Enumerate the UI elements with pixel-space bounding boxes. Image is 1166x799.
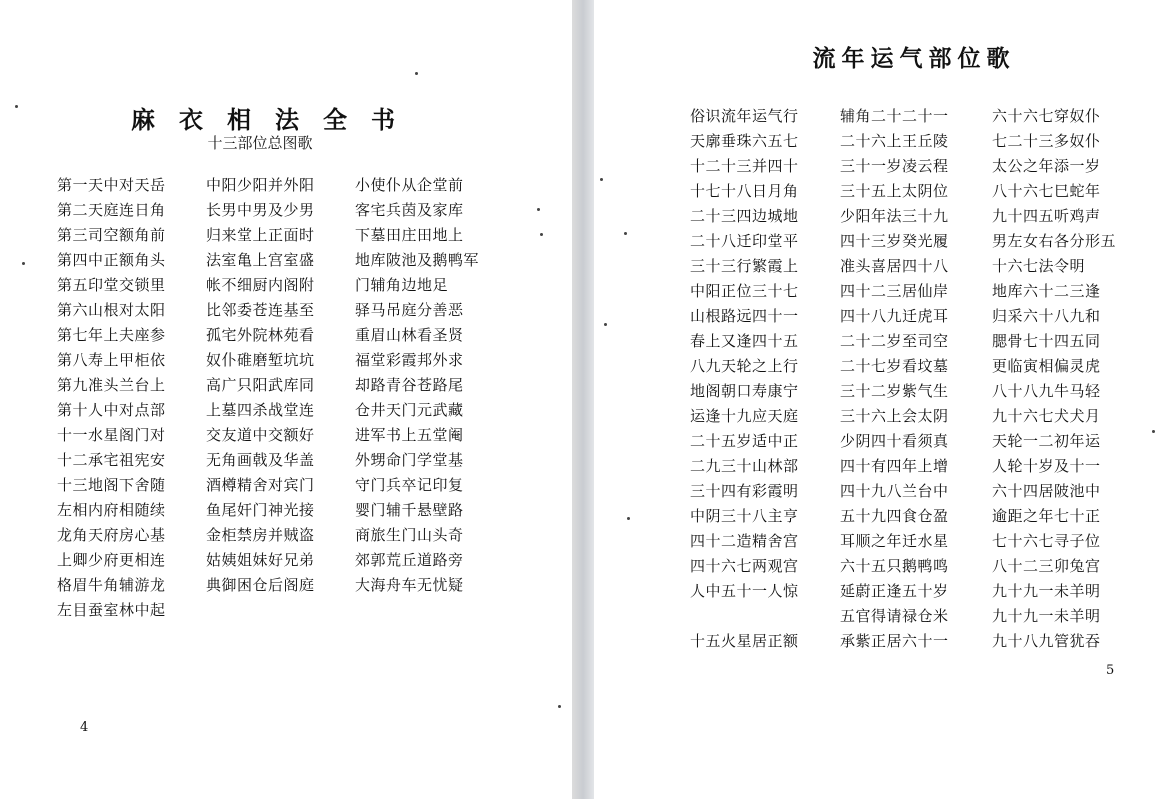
verse-line: 格眉牛角辅游龙 xyxy=(57,576,166,594)
verse-line: 第五印堂交锁里 xyxy=(57,276,166,294)
verse-line: 七十六七寻子位 xyxy=(992,532,1101,550)
verse-line: 九十八九管犹吞 xyxy=(992,632,1101,650)
verse-line: 中阴三十八主亨 xyxy=(690,507,799,525)
verse-line: 第二天庭连日角 xyxy=(57,201,166,219)
verse-line: 十二十三并四十 xyxy=(690,157,799,175)
verse-line: 三十二岁紫气生 xyxy=(840,382,949,400)
section-subtitle: 十三部位总图歌 xyxy=(207,134,313,152)
verse-line: 交友道中交额好 xyxy=(206,426,315,444)
verse-line: 无角画戟及华盖 xyxy=(206,451,315,469)
scan-speck xyxy=(600,178,603,181)
verse-line: 中阳正位三十七 xyxy=(690,282,799,300)
verse-line: 二十二岁至司空 xyxy=(840,332,949,350)
scan-speck xyxy=(604,323,607,326)
verse-line: 孤宅外院林苑看 xyxy=(206,326,315,344)
verse-line: 六十五只鹅鸭鸣 xyxy=(840,557,949,575)
scan-speck xyxy=(540,233,543,236)
verse-line: 辅角二十二十一 xyxy=(840,107,949,125)
verse-column-1 xyxy=(690,104,799,654)
verse-line: 十二承宅祖宪安 xyxy=(57,451,166,469)
verse-line: 十三地阁下舍随 xyxy=(57,476,166,494)
book-gutter xyxy=(572,0,594,799)
verse-line: 比邻委苍连基至 xyxy=(206,301,315,319)
verse-line: 三十五上太阴位 xyxy=(840,182,949,200)
verse-line: 典御困仓后阁庭 xyxy=(206,576,315,594)
verse-line: 归来堂上正面时 xyxy=(206,226,315,244)
verse-line: 第十人中对点部 xyxy=(57,401,166,419)
verse-line: 姑姨姐妹好兄弟 xyxy=(206,551,315,569)
page-title: 流年运气部位歌 xyxy=(812,45,1016,72)
verse-line: 六十六七穿奴仆 xyxy=(992,107,1101,125)
verse-line: 大海舟车无忧疑 xyxy=(355,576,464,594)
verse-line: 帐不细厨内阁附 xyxy=(206,276,315,294)
verse-line: 驿马吊庭分善恶 xyxy=(355,301,464,319)
verse-line: 十七十八日月角 xyxy=(690,182,799,200)
verse-line: 春上又逢四十五 xyxy=(690,332,799,350)
verse-line: 上墓四杀战堂连 xyxy=(206,401,315,419)
verse-line: 婴门辅千悬壁路 xyxy=(355,501,464,519)
verse-line: 地库六十二三逢 xyxy=(992,282,1101,300)
scan-speck xyxy=(627,517,630,520)
verse-line: 四十二造精舍宫 xyxy=(690,532,799,550)
verse-line: 人中五十一人惊 xyxy=(690,582,799,600)
verse-line: 十一水星阁门对 xyxy=(57,426,166,444)
verse-line: 二十六上王丘陵 xyxy=(840,132,949,150)
verse-line: 逾距之年七十正 xyxy=(992,507,1101,525)
verse-line: 进军书上五堂阉 xyxy=(355,426,464,444)
scan-speck xyxy=(558,705,561,708)
verse-line: 下墓田庄田地上 xyxy=(355,226,464,244)
verse-line: 金柜禁房并贼盗 xyxy=(206,526,315,544)
verse-line: 五官得请禄仓米 xyxy=(840,607,949,625)
book-title: 麻衣相法全书 xyxy=(131,105,419,134)
verse-line: 腮骨七十四五同 xyxy=(992,332,1101,350)
verse-line: 左相内府相随续 xyxy=(57,501,166,519)
verse-line: 山根路远四十一 xyxy=(690,307,799,325)
verse-line: 守门兵卒记印复 xyxy=(355,476,464,494)
verse-column-1 xyxy=(57,173,166,623)
verse-line: 少阴四十看须真 xyxy=(840,432,949,450)
verse-line: 二十八迁印堂平 xyxy=(690,232,799,250)
verse-line: 第三司空额角前 xyxy=(57,226,166,244)
verse-line: 四十二三居仙岸 xyxy=(840,282,949,300)
verse-line: 地库陂池及鹅鸭军 xyxy=(355,251,480,269)
verse-line: 第六山根对太阳 xyxy=(57,301,166,319)
page-number-right: 5 xyxy=(1106,663,1115,678)
verse-line: 五十九四食仓盈 xyxy=(840,507,949,525)
left-page xyxy=(0,0,572,799)
verse-line: 天轮一二初年运 xyxy=(992,432,1101,450)
verse-line: 左目蚕室林中起 xyxy=(57,601,166,619)
verse-line: 酒樽精舍对宾门 xyxy=(206,476,315,494)
verse-line: 少阳年法三十九 xyxy=(840,207,949,225)
verse-line: 鱼尾奸门神光接 xyxy=(206,501,315,519)
verse-line: 商旅生门山头奇 xyxy=(355,526,464,544)
verse-line: 外甥命门学堂基 xyxy=(355,451,464,469)
verse-line: 四十有四年上增 xyxy=(840,457,949,475)
verse-line: 四十九八兰台中 xyxy=(840,482,949,500)
verse-column-2 xyxy=(840,104,949,654)
verse-line: 三十三行繁霞上 xyxy=(690,257,799,275)
verse-line: 仓井天门元武藏 xyxy=(355,401,464,419)
verse-line: 第四中正额角头 xyxy=(57,251,166,269)
verse-line: 九十九一未羊明 xyxy=(992,582,1101,600)
verse-line: 耳顺之年迁水星 xyxy=(840,532,949,550)
verse-line: 承紫正居六十一 xyxy=(840,632,949,650)
verse-line: 运逢十九应天庭 xyxy=(690,407,799,425)
verse-line: 太公之年添一岁 xyxy=(992,157,1101,175)
verse-line: 奴仆碓磨堑坑坑 xyxy=(206,351,315,369)
verse-line: 门辅角边地足 xyxy=(355,276,449,294)
verse-line: 长男中男及少男 xyxy=(206,201,315,219)
scan-speck xyxy=(415,72,418,75)
verse-line: 第一天中对天岳 xyxy=(57,176,166,194)
verse-line: 地阁朝口寿康宁 xyxy=(690,382,799,400)
verse-line: 重眉山林看圣贤 xyxy=(355,326,464,344)
scan-speck xyxy=(537,208,540,211)
page-number-left: 4 xyxy=(80,720,89,735)
verse-line: 第九准头兰台上 xyxy=(57,376,166,394)
verse-line: 延蔚正逢五十岁 xyxy=(840,582,949,600)
verse-line: 龙角天府房心基 xyxy=(57,526,166,544)
scan-speck xyxy=(22,262,25,265)
scan-speck xyxy=(15,105,18,108)
verse-line: 法室亀上宫室盛 xyxy=(206,251,315,269)
verse-line: 归采六十八九和 xyxy=(992,307,1101,325)
verse-line: 更临寅相偏灵虎 xyxy=(992,357,1101,375)
verse-line: 八九天轮之上行 xyxy=(690,357,799,375)
verse-line: 福堂彩霞邦外求 xyxy=(355,351,464,369)
verse-column-3 xyxy=(355,173,479,598)
scan-speck xyxy=(1152,430,1155,433)
verse-line: 八十六七巳蛇年 xyxy=(992,182,1101,200)
verse-line: 天廓垂珠六五七 xyxy=(690,132,799,150)
verse-line: 二十七岁看坟墓 xyxy=(840,357,949,375)
verse-line: 八十八九牛马轻 xyxy=(992,382,1101,400)
verse-line: 二九三十山林部 xyxy=(690,457,799,475)
verse-line: 八十二三卯兔宫 xyxy=(992,557,1101,575)
verse-line: 客宅兵茵及家库 xyxy=(355,201,464,219)
verse-line: 四十三岁癸光履 xyxy=(840,232,949,250)
verse-line: 四十六七两观宫 xyxy=(690,557,799,575)
verse-line: 人轮十岁及十一 xyxy=(992,457,1101,475)
verse-line: 十六七法令明 xyxy=(992,257,1086,275)
verse-column-3 xyxy=(992,104,1116,654)
verse-line: 小使仆从企堂前 xyxy=(355,176,464,194)
verse-line: 第八寿上甲柜依 xyxy=(57,351,166,369)
verse-line: 上卿少府更相连 xyxy=(57,551,166,569)
verse-column-2 xyxy=(206,173,315,598)
verse-line: 郊郭荒丘道路旁 xyxy=(355,551,464,569)
verse-line: 七二十三多奴仆 xyxy=(992,132,1101,150)
verse-line: 中阳少阳并外阳 xyxy=(206,176,315,194)
verse-line: 准头喜居四十八 xyxy=(840,257,949,275)
verse-line: 高广只阳武库同 xyxy=(206,376,315,394)
verse-line: 六十四居陂池中 xyxy=(992,482,1101,500)
verse-line: 九十六七犬犬月 xyxy=(992,407,1101,425)
scan-speck xyxy=(624,232,627,235)
verse-line xyxy=(690,604,799,629)
verse-line: 三十六上会太阴 xyxy=(840,407,949,425)
verse-line: 三十一岁凌云程 xyxy=(840,157,949,175)
verse-line: 二十三四边城地 xyxy=(690,207,799,225)
verse-line: 俗识流年运气行 xyxy=(690,107,799,125)
verse-line: 三十四有彩霞明 xyxy=(690,482,799,500)
verse-line: 男左女右各分形五 xyxy=(992,232,1117,250)
verse-line: 四十八九迁虎耳 xyxy=(840,307,949,325)
right-page xyxy=(594,0,1166,799)
verse-line: 第七年上夫座参 xyxy=(57,326,166,344)
verse-line: 却路青谷苍路尾 xyxy=(355,376,464,394)
verse-line: 九十四五听鸡声 xyxy=(992,207,1101,225)
verse-line: 九十九一未羊明 xyxy=(992,607,1101,625)
verse-line: 二十五岁适中正 xyxy=(690,432,799,450)
verse-line: 十五火星居正额 xyxy=(690,632,799,650)
